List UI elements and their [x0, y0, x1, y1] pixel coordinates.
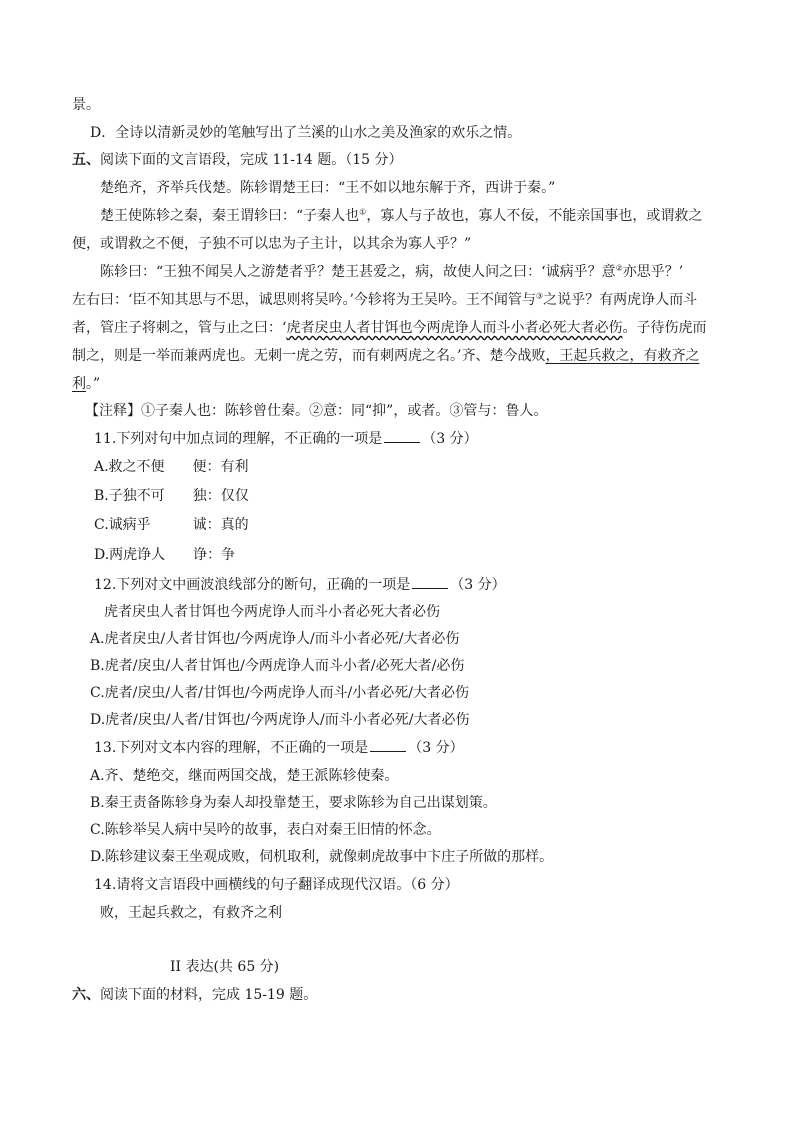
notes: 【注释】①子秦人也：陈轸曾仕秦。②意：同“抑”，或者。③管与：鲁人。 [85, 403, 548, 419]
text: 之说乎？有两虎诤人而斗 [543, 292, 698, 308]
section-5-heading [72, 151, 403, 169]
section-instruction: 阅读下面的文言语段，完成 11-14 题。（15 分） [100, 152, 403, 168]
question-11 [94, 430, 478, 448]
question-14: 14.请将文言语段中画横线的句子翻译成现代汉语。（6 分） [94, 877, 459, 893]
question-text: 13.下列对文本内容的理解，不正确的一项是 [94, 740, 369, 756]
question-13 [94, 739, 464, 757]
footnote-marker: ② [615, 263, 623, 273]
option-a: A.救之不便 便：有利 [94, 459, 249, 475]
question-text: 12.下列对文中画波浪线部分的断句，正确的一项是 [94, 577, 411, 593]
text: 制之，则是一举而兼两虎也。无刺一虎之劳，而有刺两虎之名。’齐、楚今战败 [72, 348, 546, 364]
section-number: 五、 [72, 152, 100, 168]
section-number: 六、 [72, 987, 100, 1003]
section-6-heading [72, 986, 317, 1004]
question-source-text: 败，王起兵救之，有救齐之利 [100, 905, 282, 921]
footnote-marker: ③ [535, 291, 544, 301]
passage-line [72, 291, 697, 309]
text: 亦思乎？’ [622, 264, 684, 280]
passage-paragraph-2 [100, 207, 702, 225]
option-a: A.齐、楚绝交，继而两国交战，楚王派陈轸使秦。 [90, 768, 399, 784]
question-12 [94, 576, 506, 594]
answer-blank[interactable] [384, 430, 420, 443]
passage-line [72, 319, 706, 337]
option-c: C.诚病乎 诚：真的 [94, 517, 249, 533]
text: 左右曰：‘臣不知其思与不思，诚思则将吴吟。’今轸将为王吴吟。王不闻管与 [72, 292, 536, 308]
option-c: C.陈轸举吴人病中吴吟的故事，表白对秦王旧情的怀念。 [90, 822, 441, 838]
question-source-text: 虎者戾虫人者甘饵也今两虎诤人而斗小者必死大者必伤 [104, 604, 440, 620]
section-instruction: 阅读下面的材料，完成 15-19 题。 [100, 987, 318, 1003]
option-d: D.陈轸建议秦王坐观成败，伺机取利，就像刺虎故事中卞庄子所做的那样。 [90, 849, 554, 865]
option-b: B.秦王责备陈轸身为秦人却投靠楚王，要求陈轸为自己出谋划策。 [90, 795, 497, 811]
text: 楚王使陈轸之秦，秦王谓轸曰：“子秦人也 [100, 208, 360, 224]
passage-line [72, 375, 100, 393]
underlined-text: ，王起兵救之，有救齐之 [545, 348, 700, 364]
passage-line [72, 347, 699, 365]
text: 。” [86, 376, 101, 392]
question-text: 11.下列对句中加点词的理解，不正确的一项是 [94, 431, 383, 447]
option-b: B.子独不可 独：仅仅 [94, 488, 249, 504]
wavy-underlined-text: 虎者戾虫人者甘饵也今两虎诤人而斗小者必死大者必伤 [286, 320, 623, 336]
text: 者，管庄子将刺之，管与止之曰：‘ [72, 320, 287, 336]
score: （3 分） [450, 577, 506, 593]
score: （3 分） [422, 431, 478, 447]
answer-blank[interactable] [412, 576, 448, 589]
text: 。子待伤虎而 [622, 320, 707, 336]
text-line: 景。 [72, 97, 100, 113]
underlined-text: 利 [72, 376, 86, 392]
passage-paragraph-1: 楚绝齐，齐举兵伐楚。陈轸谓楚王曰：“王不如以地东解于齐，西讲于秦。” [100, 180, 556, 196]
answer-blank[interactable] [370, 739, 406, 752]
passage-line: 便，或谓救之不便，子独不可以忠为子主计，以其余为寡人乎？” [72, 236, 472, 252]
option-a: A.虎者戾虫/人者甘饵也/今两虎诤人/而斗小者必死/大者必伤 [90, 631, 460, 647]
footnote-marker: ① [359, 207, 367, 217]
passage-paragraph-3 [100, 263, 683, 281]
option-d: D.虎者/戾虫/人者/甘饵也/今两虎诤人/而斗小者必死/大者必伤 [90, 712, 470, 728]
part-heading: II 表达(共 65 分) [170, 959, 280, 975]
text: ，寡人与子故也，寡人不佞，不能亲国事也，或谓救之 [366, 208, 703, 224]
option-d: D.两虎诤人 诤：争 [94, 547, 236, 563]
option-c: C.虎者/戾虫/人者/甘饵也/今两虎诤人而斗/小者必死/大者必伤 [90, 685, 469, 701]
score: （3 分） [408, 740, 464, 756]
option-b: B.虎者/戾虫/人者甘饵也/今两虎诤人而斗小者/必死大者/必伤 [90, 658, 465, 674]
option-d: D．全诗以清新灵妙的笔触写出了兰溪的山水之美及渔家的欢乐之情。 [90, 125, 522, 141]
text: 陈轸曰：“王独不闻吴人之游楚者乎？楚王甚爱之，病，故使人问之曰：‘诚病乎？意 [100, 264, 616, 280]
